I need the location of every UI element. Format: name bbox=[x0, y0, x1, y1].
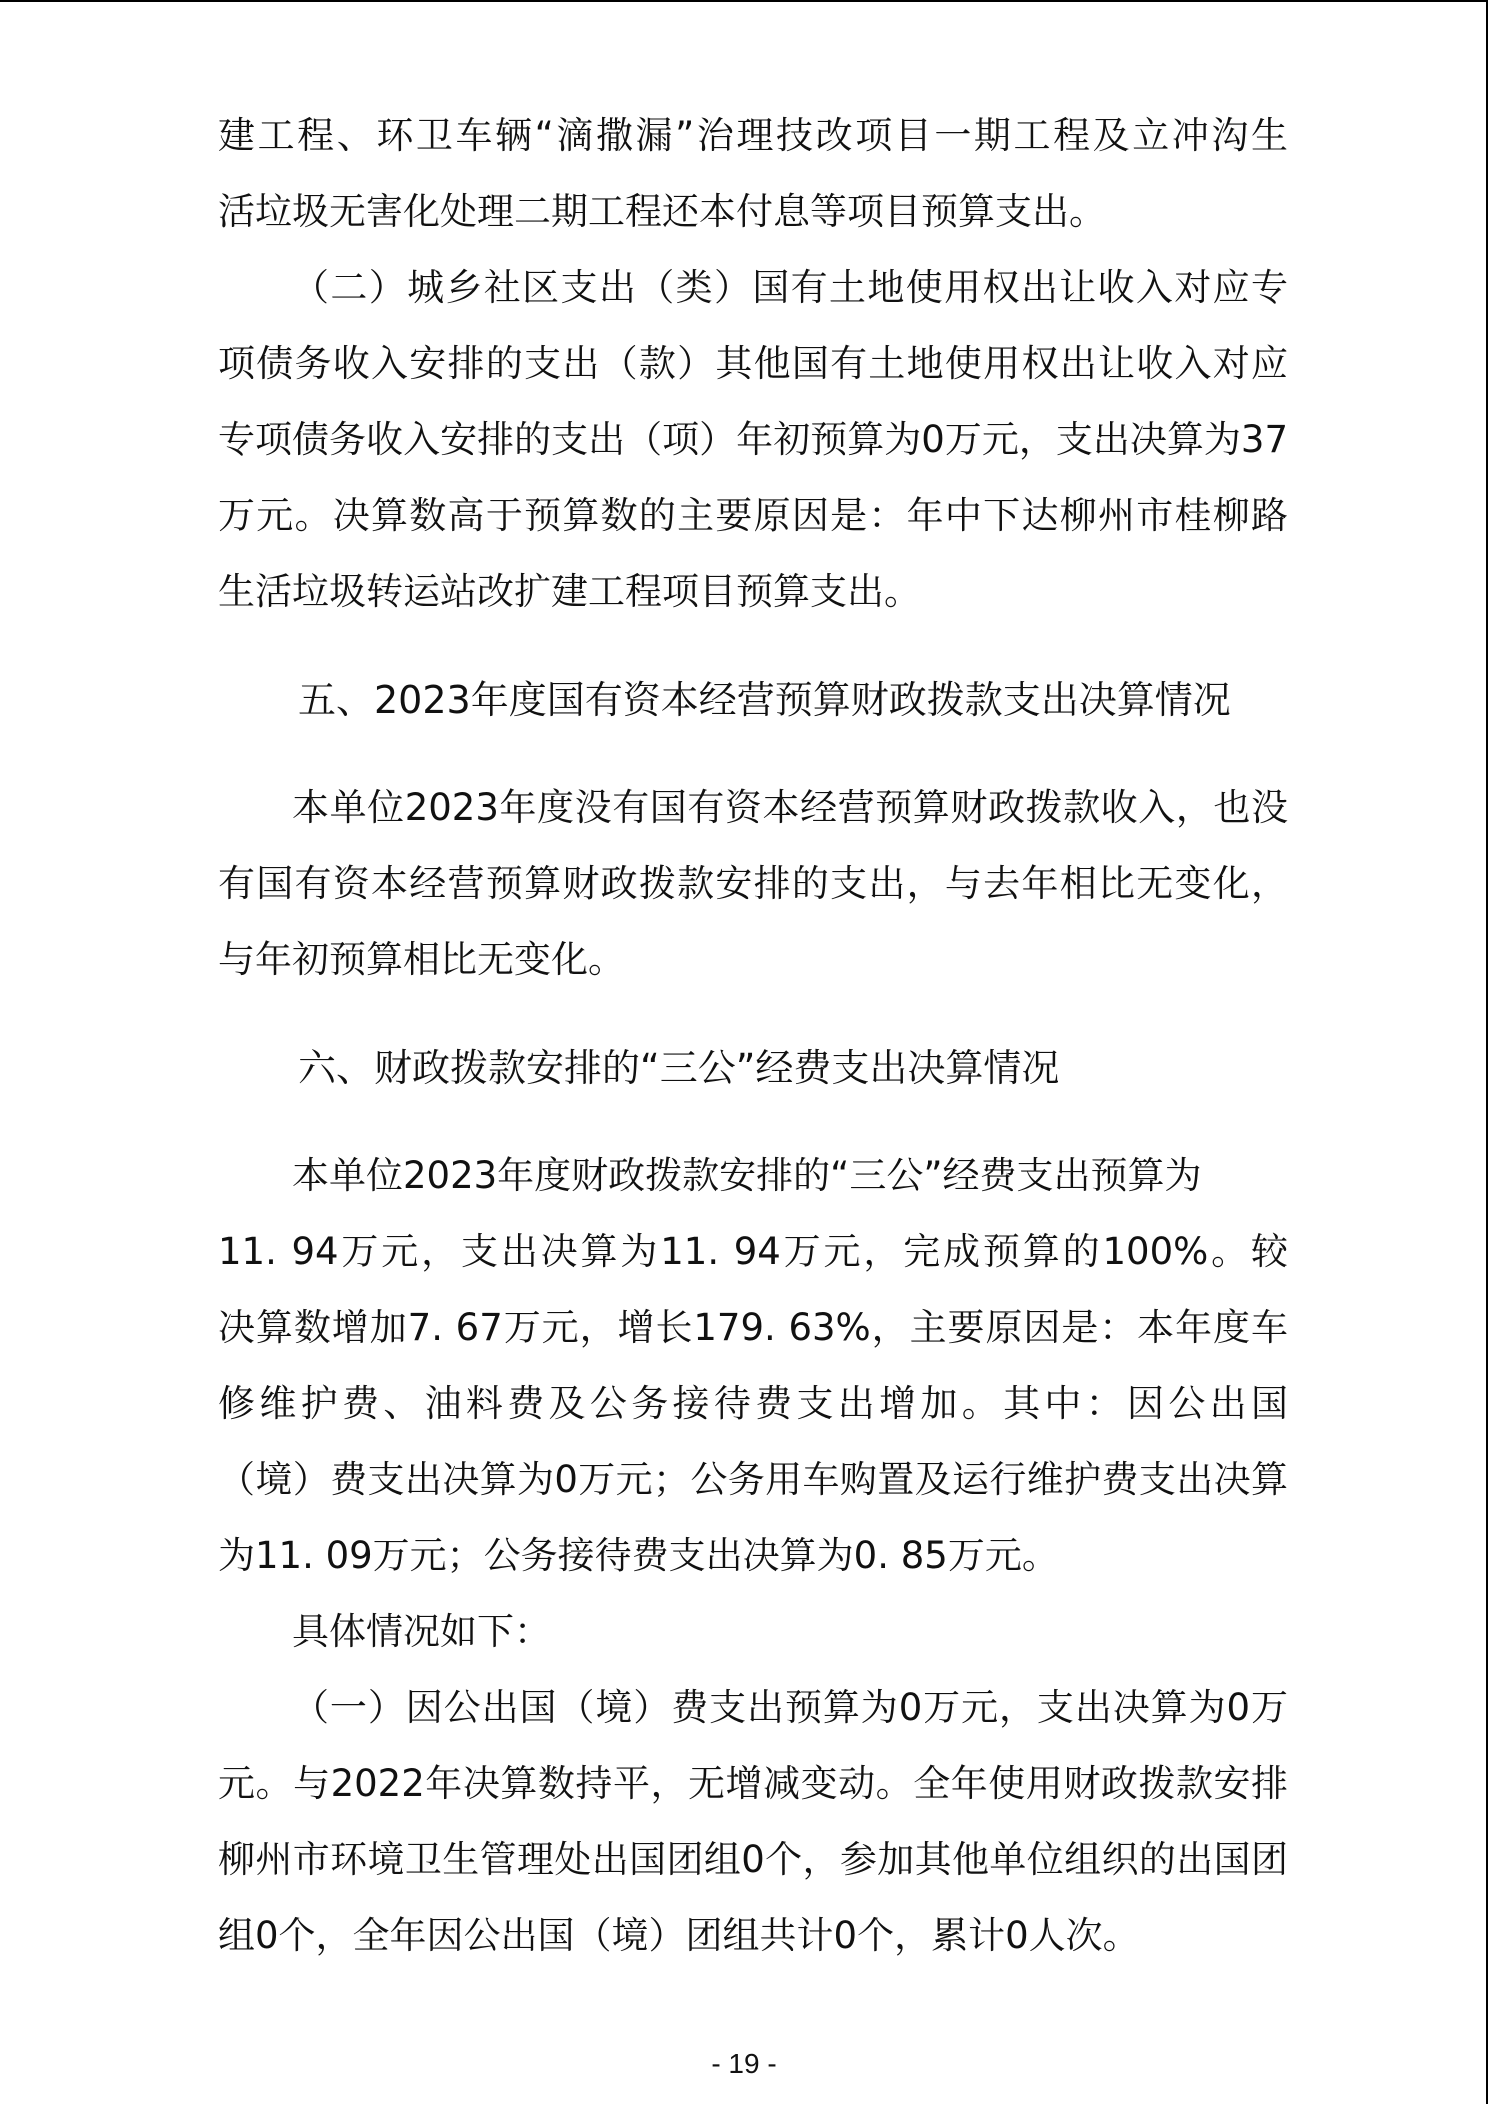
section-five-line: 本单位2023年度没有国有资本经营预算财政拨款收入，也没 bbox=[292, 786, 1288, 829]
body-line: 建工程、环卫车辆“滴撒漏”治理技改项目一期工程及立冲沟生 bbox=[218, 114, 1288, 157]
section-five-line: 有国有资本经营预算财政拨款安排的支出，与去年相比无变化， bbox=[218, 862, 1288, 905]
section-six-line: 修维护费、油料费及公务接待费支出增加。其中：因公出国 bbox=[218, 1382, 1288, 1425]
section-six-line: 本单位2023年度财政拨款安排的“三公”经费支出预算为 bbox=[292, 1154, 1202, 1197]
section-five-heading: 五、2023年度国有资本经营预算财政拨款支出决算情况 bbox=[298, 678, 1231, 722]
section-six-line: 决算数增加7. 67万元，增长179. 63%，主要原因是：本年度车 bbox=[218, 1306, 1288, 1349]
section-six-intro: 具体情况如下： bbox=[292, 1610, 551, 1653]
item-two-line: 项债务收入安排的支出（款）其他国有土地使用权出让收入对应 bbox=[218, 342, 1288, 385]
page-number: - 19 - bbox=[711, 2048, 777, 2079]
sub-one-line: 组0个，全年因公出国（境）团组共计0个，累计0人次。 bbox=[218, 1914, 1140, 1957]
section-six-line: 为11. 09万元；公务接待费支出决算为0. 85万元。 bbox=[218, 1534, 1059, 1577]
sub-one-line: 元。与2022年决算数持平，无增减变动。全年使用财政拨款安排 bbox=[218, 1762, 1288, 1805]
item-two-line: 生活垃圾转运站改扩建工程项目预算支出。 bbox=[218, 570, 921, 613]
body-line: 活垃圾无害化处理二期工程还本付息等项目预算支出。 bbox=[218, 190, 1106, 233]
section-five-line: 与年初预算相比无变化。 bbox=[218, 938, 625, 981]
page-content bbox=[218, 98, 1288, 1974]
item-two-line: 万元。决算数高于预算数的主要原因是：年中下达柳州市桂柳路 bbox=[218, 494, 1288, 537]
item-two-line: （二）城乡社区支出（类）国有土地使用权出让收入对应专 bbox=[292, 266, 1288, 309]
section-six-heading: 六、财政拨款安排的“三公”经费支出决算情况 bbox=[298, 1046, 1060, 1090]
item-two-line: 专项债务收入安排的支出（项）年初预算为0万元，支出决算为37 bbox=[218, 418, 1288, 461]
sub-one-line: （一）因公出国（境）费支出预算为0万元，支出决算为0万 bbox=[292, 1686, 1288, 1729]
section-six-line: 11. 94万元，支出决算为11. 94万元，完成预算的100%。较 bbox=[218, 1230, 1288, 1273]
sub-one-line: 柳州市环境卫生管理处出国团组0个，参加其他单位组织的出国团 bbox=[218, 1838, 1288, 1881]
section-six-line: （境）费支出决算为0万元；公务用车购置及运行维护费支出决算 bbox=[218, 1458, 1288, 1501]
